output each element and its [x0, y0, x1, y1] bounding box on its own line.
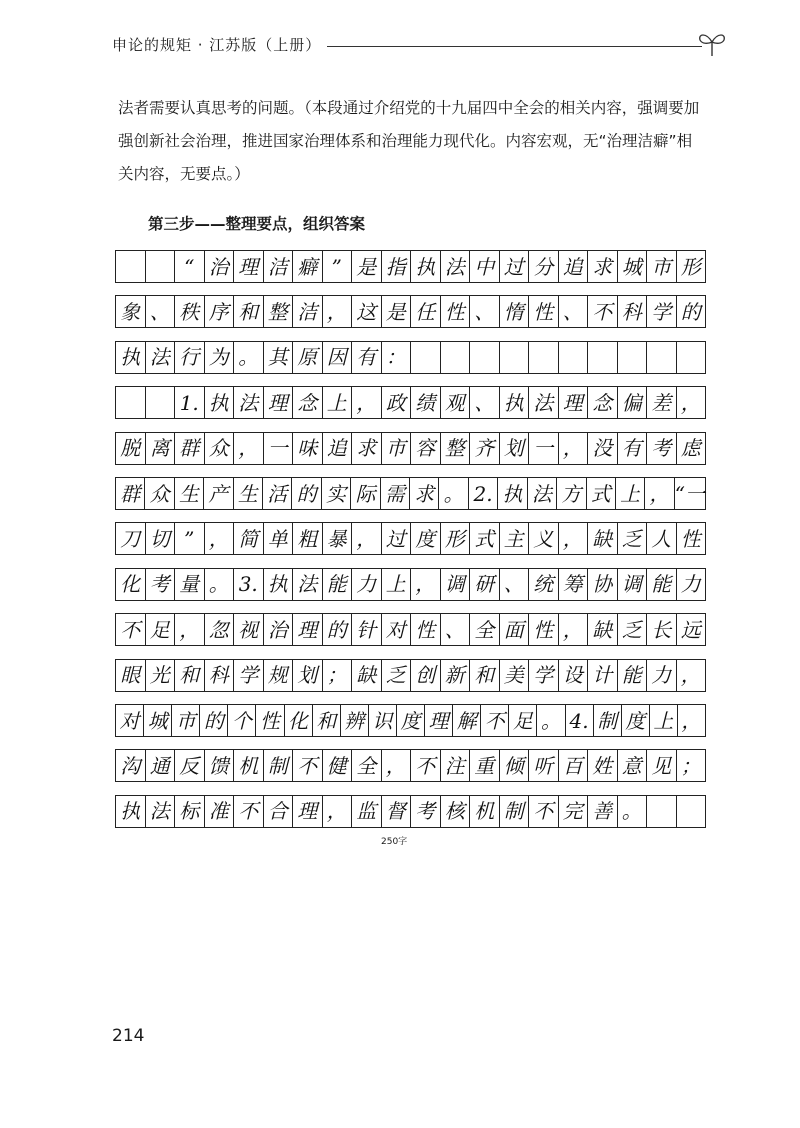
grid-row: [115, 659, 706, 692]
grid-cell: 原: [292, 342, 322, 373]
grid-cell: 法: [233, 387, 263, 418]
grid-cell: 法: [528, 387, 558, 418]
grid-cell: 齐: [469, 433, 499, 464]
grid-cell: 科: [617, 296, 647, 327]
header-rule: [327, 46, 702, 47]
grid-cell: 上: [381, 569, 411, 600]
grid-cell: 形: [440, 523, 470, 554]
grid-cell: 执: [204, 387, 234, 418]
grid-cell: 求: [587, 251, 617, 282]
grid-cell: [469, 342, 499, 373]
grid-cell: 化: [284, 705, 312, 736]
grid-cell: 简: [233, 523, 263, 554]
grid-row: [115, 613, 706, 646]
grid-cell: 脱: [115, 433, 145, 464]
grid-cell: 忽: [204, 614, 234, 645]
grid-cell: 市: [381, 433, 411, 464]
grid-cell: 通: [145, 750, 175, 781]
grid-cell: 城: [617, 251, 647, 282]
grid-cell: 力: [676, 569, 707, 600]
grid-cell: 创: [410, 660, 440, 691]
grid-cell: 人: [646, 523, 676, 554]
grid-cell: 的: [199, 705, 227, 736]
grid-cell: ，: [676, 387, 707, 418]
grid-cell: 治: [263, 614, 293, 645]
grid-cell: 一: [263, 433, 293, 464]
grid-cell: 力: [351, 569, 381, 600]
grid-row: [115, 432, 706, 465]
grid-cell: 性: [255, 705, 283, 736]
grid-cell: 刀: [115, 523, 145, 554]
grid-cell: 的: [322, 614, 352, 645]
grid-cell: 乏: [617, 523, 647, 554]
grid-cell: ，: [351, 523, 381, 554]
grid-cell: 单: [263, 523, 293, 554]
grid-cell: ，: [644, 478, 673, 509]
grid-cell: [528, 342, 558, 373]
grid-cell: 对: [115, 705, 143, 736]
grid-cell: 执: [499, 387, 529, 418]
grid-cell: ；: [322, 660, 352, 691]
grid-cell: 分: [528, 251, 558, 282]
grid-cell: 不: [410, 750, 440, 781]
grid-cell: 、: [469, 296, 499, 327]
grid-cell: 理: [292, 614, 322, 645]
grid-cell: 划: [292, 660, 322, 691]
grid-cell: 不: [480, 705, 508, 736]
grid-row: [115, 704, 706, 737]
grid-cell: 求: [351, 433, 381, 464]
sprout-icon: [692, 28, 732, 58]
grid-cell: “一: [674, 478, 706, 509]
grid-cell: 量: [174, 569, 204, 600]
grid-cell: 乏: [617, 614, 647, 645]
grid-row: [115, 522, 706, 555]
body-line: 强创新社会治理，推进国家治理体系和治理能力现代化。内容宏观，无“治理洁癖”相: [118, 132, 693, 150]
grid-cell: 过: [499, 251, 529, 282]
grid-cell: 差: [646, 387, 676, 418]
grid-cell: 观: [440, 387, 470, 418]
grid-cell: 长: [646, 614, 676, 645]
grid-cell: 不: [528, 796, 558, 827]
grid-row: [115, 386, 706, 419]
grid-cell: 追: [558, 251, 588, 282]
grid-cell: 容: [410, 433, 440, 464]
grid-cell: ，: [410, 569, 440, 600]
grid-cell: ，: [174, 614, 204, 645]
grid-cell: [499, 342, 529, 373]
grid-cell: 不: [115, 614, 145, 645]
grid-cell: 。: [438, 478, 467, 509]
grid-cell: 洁: [292, 296, 322, 327]
grid-cell: 姓: [587, 750, 617, 781]
grid-cell: 听: [528, 750, 558, 781]
grid-cell: 设: [558, 660, 588, 691]
grid-cell: 调: [440, 569, 470, 600]
grid-cell: 性: [528, 296, 558, 327]
grid-cell: 能: [617, 660, 647, 691]
grid-cell: 念: [292, 387, 322, 418]
grid-cell: 、: [469, 387, 499, 418]
grid-cell: 这: [351, 296, 381, 327]
grid-cell: 执: [115, 342, 145, 373]
grid-cell: 象: [115, 296, 145, 327]
grid-cell: 2.: [468, 478, 497, 509]
grid-cell: 行: [174, 342, 204, 373]
grid-cell: 统: [528, 569, 558, 600]
grid-cell: 计: [587, 660, 617, 691]
grid-cell: 法: [145, 796, 175, 827]
grid-cell: ，: [381, 750, 411, 781]
grid-cell: 倾: [499, 750, 529, 781]
grid-cell: ，: [558, 523, 588, 554]
grid-cell: 监: [351, 796, 381, 827]
grid-cell: 因: [322, 342, 352, 373]
grid-cell: ，: [204, 523, 234, 554]
grid-row: [115, 341, 706, 374]
grid-cell: ；: [676, 750, 707, 781]
grid-cell: 视: [233, 614, 263, 645]
grid-cell: 筹: [558, 569, 588, 600]
grid-cell: 法: [145, 342, 175, 373]
grid-cell: 合: [263, 796, 293, 827]
grid-cell: 新: [440, 660, 470, 691]
grid-cell: 反: [174, 750, 204, 781]
grid-cell: 理: [233, 251, 263, 282]
grid-cell: 惰: [499, 296, 529, 327]
grid-cell: ，: [676, 660, 707, 691]
grid-cell: 远: [676, 614, 707, 645]
grid-cell: 整: [263, 296, 293, 327]
grid-cell: 健: [322, 750, 352, 781]
grid-cell: 制: [263, 750, 293, 781]
grid-cell: [676, 796, 707, 827]
grid-cell: 缺: [587, 523, 617, 554]
grid-cell: 群: [174, 433, 204, 464]
grid-cell: 法: [527, 478, 556, 509]
grid-cell: 实: [321, 478, 350, 509]
grid-cell: 1.: [174, 387, 204, 418]
grid-cell: 光: [145, 660, 175, 691]
grid-cell: 、: [558, 296, 588, 327]
grid-cell: 化: [115, 569, 145, 600]
grid-cell: 市: [646, 251, 676, 282]
grid-cell: 上: [322, 387, 352, 418]
grid-cell: [587, 342, 617, 373]
grid-cell: 粗: [292, 523, 322, 554]
grid-cell: 力: [646, 660, 676, 691]
grid-cell: 、: [440, 614, 470, 645]
grid-cell: [440, 342, 470, 373]
grid-cell: 法: [292, 569, 322, 600]
grid-cell: ”: [322, 251, 352, 282]
grid-cell: [145, 251, 175, 282]
grid-cell: 形: [676, 251, 707, 282]
grid-cell: [558, 342, 588, 373]
grid-cell: 调: [617, 569, 647, 600]
grid-cell: ，: [351, 387, 381, 418]
grid-cell: 过: [381, 523, 411, 554]
grid-cell: 百: [558, 750, 588, 781]
grid-cell: 足: [508, 705, 536, 736]
grid-cell: 的: [291, 478, 320, 509]
grid-cell: 性: [528, 614, 558, 645]
grid-cell: 划: [499, 433, 529, 464]
grid-cell: 考: [646, 433, 676, 464]
grid-cell: 的: [676, 296, 707, 327]
grid-cell: 义: [528, 523, 558, 554]
grid-cell: 虑: [676, 433, 707, 464]
grid-cell: ，: [558, 433, 588, 464]
grid-cell: 识: [368, 705, 396, 736]
grid-cell: 沟: [115, 750, 145, 781]
grid-cell: 准: [204, 796, 234, 827]
grid-cell: 对: [381, 614, 411, 645]
grid-cell: 式: [586, 478, 615, 509]
body-line: 关内容，无要点。）: [118, 165, 250, 183]
grid-cell: 性: [440, 296, 470, 327]
grid-cell: 上: [615, 478, 644, 509]
grid-cell: 偏: [617, 387, 647, 418]
grid-cell: 标: [174, 796, 204, 827]
grid-cell: 缺: [351, 660, 381, 691]
running-header: [112, 28, 732, 58]
grid-cell: 式: [469, 523, 499, 554]
grid-cell: 生: [233, 478, 262, 509]
grid-cell: 不: [587, 296, 617, 327]
grid-cell: [676, 342, 707, 373]
grid-cell: 乏: [381, 660, 411, 691]
grid-cell: 解: [452, 705, 480, 736]
grid-row: [115, 250, 706, 283]
grid-cell: 机: [233, 750, 263, 781]
grid-cell: 市: [171, 705, 199, 736]
grid-cell: ，: [233, 433, 263, 464]
grid-cell: 法: [440, 251, 470, 282]
grid-cell: 。: [536, 705, 564, 736]
grid-cell: 理: [558, 387, 588, 418]
grid-cell: 性: [410, 614, 440, 645]
grid-cell: 上: [649, 705, 677, 736]
grid-cell: 执: [115, 796, 145, 827]
grid-cell: 眼: [115, 660, 145, 691]
grid-cell: 能: [646, 569, 676, 600]
grid-cell: 理: [424, 705, 452, 736]
grid-cell: 制: [499, 796, 529, 827]
header-title: 申论的规矩 · 江苏版（上册）: [112, 36, 322, 54]
grid-cell: 针: [351, 614, 381, 645]
grid-cell: 学: [646, 296, 676, 327]
grid-cell: 活: [262, 478, 291, 509]
grid-cell: 中: [469, 251, 499, 282]
grid-row: [115, 795, 706, 828]
page-number: 214: [112, 1026, 145, 1046]
grid-cell: 秩: [174, 296, 204, 327]
grid-cell: ，: [558, 614, 588, 645]
grid-cell: 序: [204, 296, 234, 327]
grid-cell: 考: [410, 796, 440, 827]
grid-cell: 执: [497, 478, 526, 509]
grid-cell: 学: [528, 660, 558, 691]
grid-cell: [617, 342, 647, 373]
grid-cell: 是: [351, 251, 381, 282]
grid-cell: 暴: [322, 523, 352, 554]
grid-cell: 不: [292, 750, 322, 781]
grid-cell: 念: [587, 387, 617, 418]
grid-cell: ，: [322, 796, 352, 827]
grid-cell: 众: [204, 433, 234, 464]
grid-cell: 求: [409, 478, 438, 509]
grid-cell: 协: [587, 569, 617, 600]
grid-cell: 方: [556, 478, 585, 509]
grid-cell: 和: [233, 296, 263, 327]
grid-cell: ：: [381, 342, 411, 373]
grid-cell: 意: [617, 750, 647, 781]
grid-cell: 。: [233, 342, 263, 373]
grid-cell: 离: [145, 433, 175, 464]
grid-cell: 生: [174, 478, 203, 509]
grid-cell: [115, 251, 145, 282]
grid-cell: 众: [144, 478, 173, 509]
grid-cell: [410, 342, 440, 373]
grid-cell: 性: [676, 523, 707, 554]
grid-cell: 不: [233, 796, 263, 827]
grid-cell: [115, 387, 145, 418]
grid-cell: 考: [145, 569, 175, 600]
grid-cell: 没: [587, 433, 617, 464]
grid-cell: 需: [380, 478, 409, 509]
grid-cell: 面: [499, 614, 529, 645]
grid-cell: 注: [440, 750, 470, 781]
grid-cell: 是: [381, 296, 411, 327]
grid-cell: 绩: [410, 387, 440, 418]
grid-cell: ”: [174, 523, 204, 554]
grid-cell: 。: [204, 569, 234, 600]
grid-cell: 度: [396, 705, 424, 736]
grid-cell: 学: [233, 660, 263, 691]
grid-row: [115, 749, 706, 782]
grid-cell: 洁: [263, 251, 293, 282]
grid-cell: 味: [292, 433, 322, 464]
grid-cell: 、: [145, 296, 175, 327]
grid-cell: 一: [528, 433, 558, 464]
grid-cell: 执: [263, 569, 293, 600]
grid-cell: 执: [410, 251, 440, 282]
grid-cell: 和: [469, 660, 499, 691]
grid-cell: 个: [227, 705, 255, 736]
grid-cell: 辨: [340, 705, 368, 736]
grid-cell: 群: [115, 478, 144, 509]
grid-cell: 为: [204, 342, 234, 373]
body-line: 法者需要认真思考的问题。（本段通过介绍党的十九届四中全会的相关内容，强调要加: [118, 99, 700, 117]
grid-cell: 度: [621, 705, 649, 736]
grid-cell: 和: [174, 660, 204, 691]
word-count: 250字: [381, 837, 408, 847]
grid-cell: 缺: [587, 614, 617, 645]
grid-cell: 见: [646, 750, 676, 781]
grid-cell: 治: [204, 251, 234, 282]
grid-cell: [646, 342, 676, 373]
grid-cell: [145, 387, 175, 418]
grid-cell: 指: [381, 251, 411, 282]
grid-cell: 其: [263, 342, 293, 373]
grid-cell: 机: [469, 796, 499, 827]
grid-cell: 完: [558, 796, 588, 827]
grid-cell: “: [174, 251, 204, 282]
grid-cell: 能: [322, 569, 352, 600]
grid-cell: 督: [381, 796, 411, 827]
body-paragraph: [118, 92, 718, 191]
grid-cell: 任: [410, 296, 440, 327]
grid-cell: 有: [617, 433, 647, 464]
grid-cell: 规: [263, 660, 293, 691]
grid-cell: 和: [312, 705, 340, 736]
grid-cell: 政: [381, 387, 411, 418]
grid-cell: 理: [263, 387, 293, 418]
grid-cell: 善: [587, 796, 617, 827]
grid-cell: 全: [351, 750, 381, 781]
grid-cell: 城: [143, 705, 171, 736]
grid-cell: [646, 796, 676, 827]
grid-cell: 主: [499, 523, 529, 554]
grid-cell: 追: [322, 433, 352, 464]
grid-cell: 全: [469, 614, 499, 645]
grid-cell: ，: [322, 296, 352, 327]
grid-row: [115, 568, 706, 601]
grid-cell: 研: [469, 569, 499, 600]
grid-cell: 核: [440, 796, 470, 827]
grid-cell: 有: [351, 342, 381, 373]
grid-cell: 产: [203, 478, 232, 509]
grid-cell: 制: [593, 705, 621, 736]
grid-cell: 整: [440, 433, 470, 464]
grid-cell: 理: [292, 796, 322, 827]
grid-cell: 。: [617, 796, 647, 827]
grid-cell: 足: [145, 614, 175, 645]
step-title: 第三步——整理要点，组织答案: [148, 215, 366, 233]
grid-cell: 馈: [204, 750, 234, 781]
grid-cell: 重: [469, 750, 499, 781]
grid-cell: ，: [677, 705, 706, 736]
grid-cell: 美: [499, 660, 529, 691]
grid-cell: 切: [145, 523, 175, 554]
grid-cell: 际: [350, 478, 379, 509]
grid-cell: 4.: [565, 705, 593, 736]
grid-cell: 、: [499, 569, 529, 600]
grid-row: [115, 477, 706, 510]
grid-cell: 癖: [292, 251, 322, 282]
grid-row: [115, 295, 706, 328]
grid-cell: 科: [204, 660, 234, 691]
grid-cell: 3.: [233, 569, 263, 600]
grid-cell: 度: [410, 523, 440, 554]
